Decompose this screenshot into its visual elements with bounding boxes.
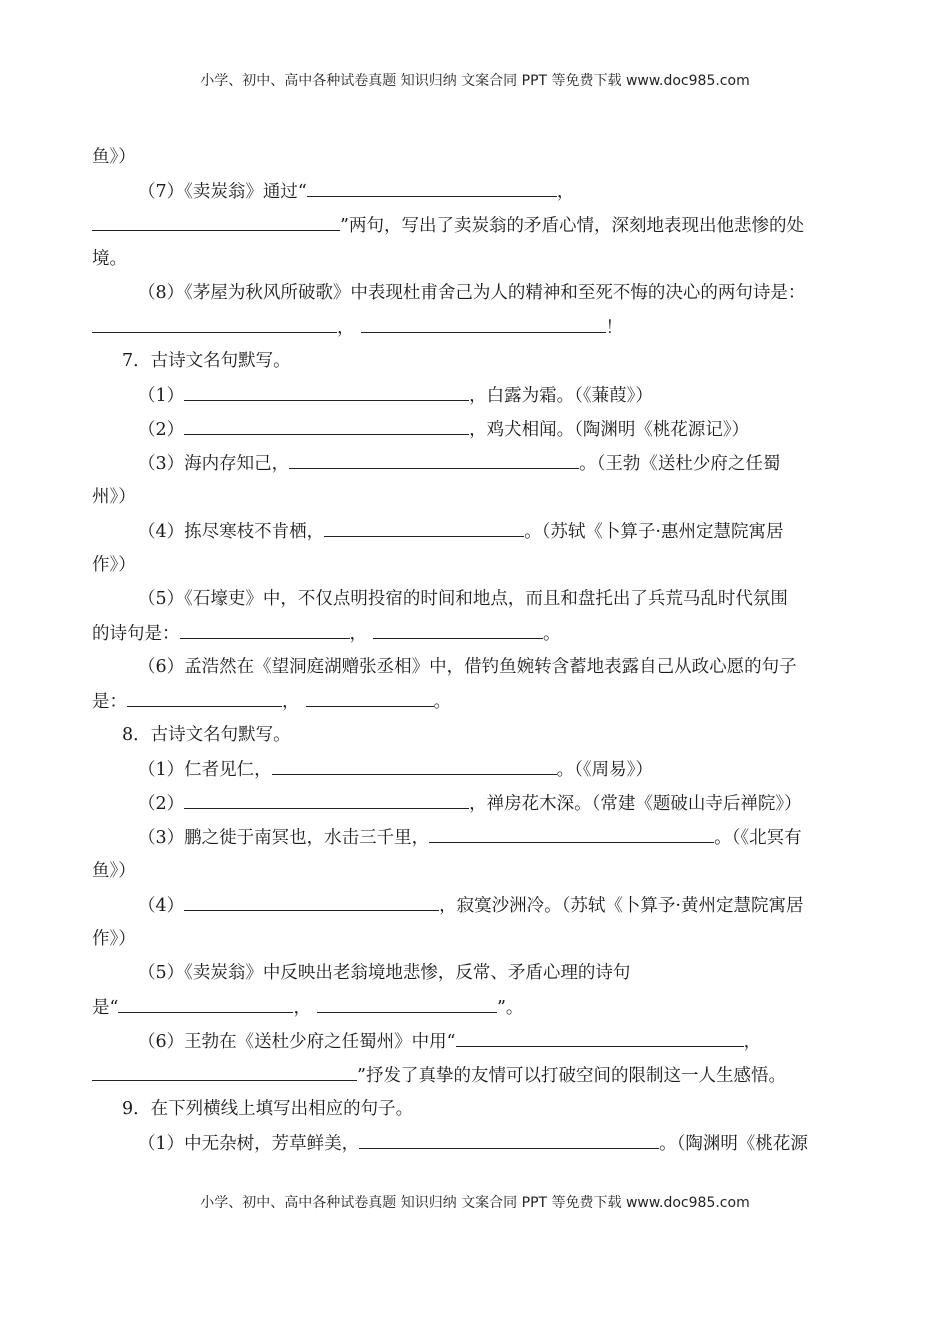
answer-blank[interactable]: [306, 684, 434, 707]
text-line: 的诗句是： ， 。: [92, 616, 862, 650]
section-heading-9: 9．在下列横线上填写出相应的句子。: [122, 1099, 414, 1119]
text-line: 鱼》）: [92, 147, 136, 167]
answer-blank[interactable]: [361, 310, 606, 333]
answer-blank[interactable]: [184, 786, 469, 809]
answer-blank[interactable]: [92, 310, 337, 333]
question-line: （1） ，白露为霜。（《蒹葭》）: [92, 378, 862, 412]
text-line: 是“ ， ”。: [92, 990, 862, 1024]
question-line: （1）仁者见仁， 。（《周易》）: [92, 752, 862, 786]
question-line: （5）《卖炭翁》中反映出老翁境地悲惨，反常、矛盾心理的诗句: [138, 963, 631, 983]
question-line: （1）中无杂树，芳草鲜美， 。（陶渊明《桃花源: [92, 1126, 862, 1160]
text-line: 鱼》）: [92, 861, 136, 881]
answer-blank[interactable]: [373, 616, 543, 639]
section-heading-8: 8．古诗文名句默写。: [122, 725, 291, 745]
answer-blank[interactable]: [317, 990, 497, 1013]
answer-blank[interactable]: [289, 446, 579, 469]
section-heading-7: 7．古诗文名句默写。: [122, 351, 291, 371]
question-line: （4）拣尽寒枝不肯栖， 。（苏轼《卜算子·惠州定慧院寓居: [92, 514, 862, 548]
answer-blank[interactable]: [180, 616, 350, 639]
answer-blank[interactable]: [92, 1058, 357, 1081]
text-line: 境。: [92, 249, 127, 269]
answer-blank[interactable]: [127, 684, 282, 707]
answer-blank[interactable]: [456, 1024, 744, 1047]
answer-blank[interactable]: [184, 378, 469, 401]
question-line: （6）孟浩然在《望洞庭湖赠张丞相》中，借钓鱼婉转含蓄地表露自己从政心愿的句子: [138, 657, 797, 677]
text-line: ”抒发了真挚的友情可以打破空间的限制这一人生感悟。: [92, 1058, 862, 1092]
question-line: （6）王勃在《送杜少府之任蜀州》中用“ ，: [92, 1024, 862, 1058]
answer-blank[interactable]: [359, 1126, 659, 1149]
answer-blank[interactable]: [118, 990, 293, 1013]
question-line: （2） ，禅房花木深。（常建《题破山寺后禅院》）: [92, 786, 862, 820]
text-line: 作》）: [92, 929, 136, 949]
document-body: [92, 140, 862, 1160]
question-line: （3）鹏之徙于南冥也，水击三千里， 。（《北冥有: [92, 820, 862, 854]
answer-blank[interactable]: [92, 208, 340, 231]
question-line: （4） ，寂寞沙洲冷。（苏轼《卜算予·黄州定慧院寓居: [92, 888, 862, 922]
answer-blank[interactable]: [272, 752, 557, 775]
text-line: 州》）: [92, 487, 136, 507]
question-8-of-prev: （8）《茅屋为秋风所破歌》中表现杜甫舍己为人的精神和至死不悔的决心的两句诗是：: [138, 283, 806, 303]
answer-blank[interactable]: [307, 174, 557, 197]
question-7-of-prev: （7）《卖炭翁》通过“ ，: [92, 174, 862, 208]
text-line: ， ！: [92, 310, 862, 344]
page-header: 小学、初中、高中各种试卷真题 知识归纳 文案合同 PPT 等免费下载 www.doc985.com: [200, 73, 750, 89]
question-line: （2） ，鸡犬相闻。（陶渊明《桃花源记》）: [92, 412, 862, 446]
question-line: （3）海内存知己， 。（王勃《送杜少府之任蜀: [92, 446, 862, 480]
answer-blank[interactable]: [184, 888, 439, 911]
page-footer: 小学、初中、高中各种试卷真题 知识归纳 文案合同 PPT 等免费下载 www.doc985.com: [200, 1195, 750, 1211]
text-line: ”两句，写出了卖炭翁的矛盾心情，深刻地表现出他悲惨的处: [92, 208, 862, 242]
text-line: 作》）: [92, 555, 136, 575]
answer-blank[interactable]: [184, 412, 469, 435]
text-line: 是： ， 。: [92, 684, 862, 718]
answer-blank[interactable]: [324, 514, 524, 537]
question-line: （5）《石壕吏》中，不仅点明投宿的时间和地点，而且和盘托出了兵荒马乱时代氛围: [138, 589, 788, 609]
answer-blank[interactable]: [429, 820, 714, 843]
